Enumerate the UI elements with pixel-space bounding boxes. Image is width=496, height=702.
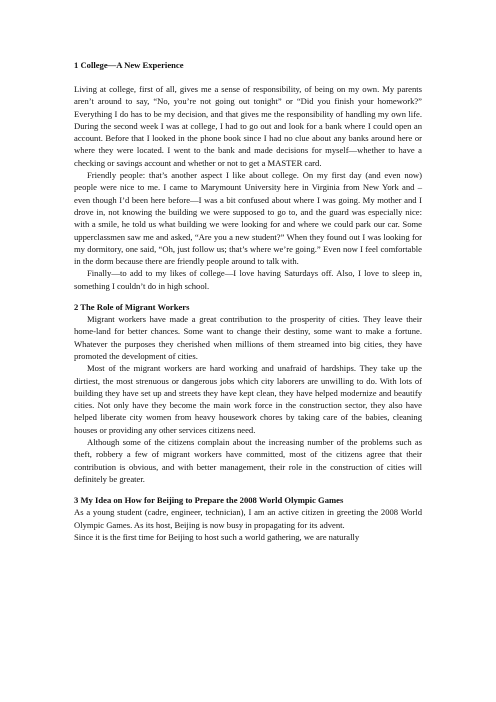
section-title: 1 College—A New Experience [74, 60, 184, 70]
paragraph: Although some of the citizens complain about the increasing number of the problems such as theft, robbery a few of migrant workers have committed, most of the citizens agree that their contribution is obvious, and with better management, their role in the construction of cities will definitely be greater. [74, 437, 422, 484]
paragraph: Friendly people: that’s another aspect I like about college. On my first day (and even now) people were nice to me. I came to Marymount University here in Virginia from New York and – even though I’d been here before—I was a bit confused about where I was going. My mother and I drove in, not knowing the building we were supposed to go to, and the guard was especially nice: with a smile, he told us what building we were looking for and where we could park our car. Some upperclassmen saw me and asked, “Are you a new student?” When they found out I was looking for my dormitory, one said, “Oh, just follow us; that’s where we’re going.” Even now I feel comfortable in the dorm because there are friendly people around to talk with. [74, 170, 422, 267]
paragraph: Since it is the first time for Beijing to host such a world gathering, we are naturally [74, 531, 360, 542]
spacer [74, 292, 422, 302]
spacer [74, 71, 422, 83]
paragraph: Most of the migrant workers are hard working and unafraid of hardships. They take up the dirtiest, the most strenuous or dangerous jobs which city laborers are unwilling to do. With lots of building they have set up and streets they have kept clean, they have helped modernize and beautify cities. Not only have they become the main work force in the construction sector, they also have helped liberate city women from heavy housework chores by taking care of the babies, cleaning houses or providing any other services citizens need. [74, 363, 422, 435]
paragraph: Living at college, first of all, gives me a sense of responsibility, of being on my own. My parents aren’t around to say, “No, you’re not going out tonight” or “Did you finish your homework?” Everything I do has to be my decision, and that gives me the responsibility of handling my own life. During the second week I was at college, I had to go out and look for a bank where I could open an account. Before that I looked in the phone book since I had no clue about any banks around here or where they were located. I went to the bank and made decisions for myself—whether to have a checking or savings account and whether or not to get a MASTER card. [74, 84, 422, 168]
spacer [74, 485, 422, 495]
paragraph: Migrant workers have made a great contribution to the prosperity of cities. They leave their home-land for better chances. Some want to change their destiny, some want to make a fortune. Whatever the purposes they cherished when millions of them streamed into big cities, they have promoted the development of cities. [74, 314, 422, 361]
section-title: 3 My Idea on How for Beijing to Prepare the 2008 World Olympic Games [74, 495, 344, 506]
paragraph: As a young student (cadre, engineer, technician), I am an active citizen in greeting the 2008 World Olympic Games. As its host, Beijing is now busy in propagating for its advent. [74, 507, 422, 530]
paragraph: Finally—to add to my likes of college—I love having Saturdays off. Also, I love to sleep in, something I couldn’t do in high school. [74, 268, 422, 291]
section-title: 2 The Role of Migrant Workers [74, 302, 190, 313]
